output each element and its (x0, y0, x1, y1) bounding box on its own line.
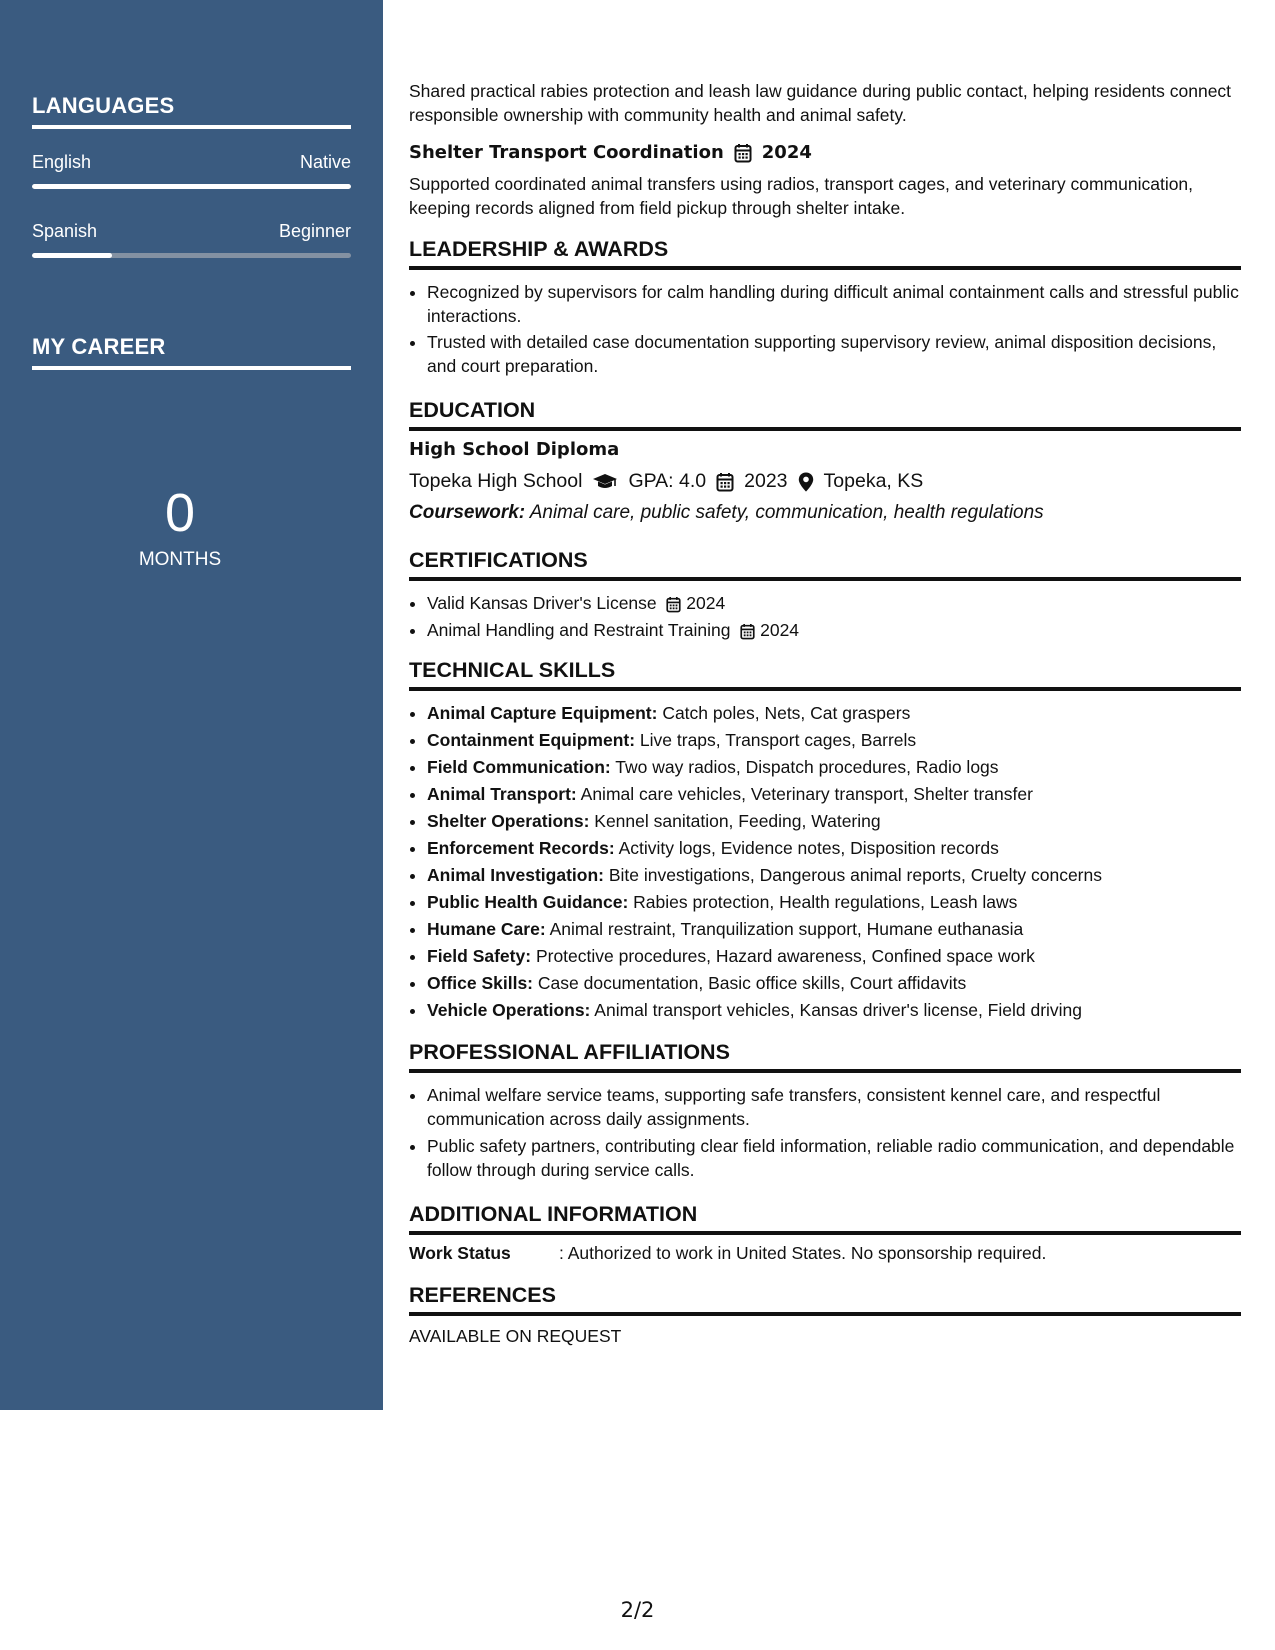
languages-heading: LANGUAGES (32, 93, 351, 129)
skill-label: Vehicle Operations: (427, 1000, 591, 1020)
certifications-list (409, 590, 1247, 644)
skill-label: Office Skills: (427, 973, 534, 993)
calendar-icon (716, 472, 734, 492)
list-item (427, 943, 1247, 970)
graduation-year: 2023 (744, 470, 788, 492)
skill-label: Shelter Operations: (427, 811, 590, 831)
skill-label: Containment Equipment: (427, 730, 636, 750)
sidebar (0, 0, 383, 1410)
language-fill (32, 184, 351, 189)
calendar-icon (666, 596, 681, 613)
skill-value: Catch poles, Nets, Cat graspers (662, 703, 911, 723)
skill-value: Animal restraint, Tranquilization support, Humane euthanasia (549, 919, 1024, 939)
language-fill (32, 253, 112, 258)
career-unit: MONTHS (138, 549, 222, 570)
certification-name: Animal Handling and Restraint Training (427, 620, 731, 640)
skills-list (409, 700, 1247, 1024)
coursework-label: Coursework: (409, 502, 526, 523)
skill-value: Bite investigations, Dangerous animal reports, Cruelty concerns (608, 865, 1102, 885)
list-item (427, 808, 1247, 835)
experience-intro: Shared practical rabies protection and leash law guidance during public contact, helping residents connect responsible ownership with community health and animal safety. (409, 81, 1232, 125)
skill-value: Rabies protection, Health regulations, Leash laws (633, 892, 1018, 912)
education-details (409, 470, 923, 493)
skill-value: Two way radios, Dispatch procedures, Radio logs (615, 757, 999, 777)
technical-skills-heading: TECHNICAL SKILLS (409, 658, 1241, 691)
skill-label: Enforcement Records: (427, 838, 615, 858)
skill-label: Field Safety: (427, 946, 532, 966)
skill-value: Activity logs, Evidence notes, Disposition records (618, 838, 999, 858)
gpa: GPA: 4.0 (628, 470, 707, 492)
list-item (427, 970, 1247, 997)
school-name: Topeka High School (409, 470, 583, 492)
language-level: Beginner (278, 221, 351, 241)
calendar-icon (734, 143, 752, 163)
list-item (427, 727, 1247, 754)
skill-label: Humane Care: (427, 919, 546, 939)
skill-label: Animal Investigation: (427, 865, 604, 885)
project-heading (409, 142, 812, 163)
degree-title (409, 439, 619, 460)
list-item: • Animal welfare service teams, supporting safe transfers, consistent kennel care, and respectful communication across daily assignments. (427, 1083, 1247, 1131)
certification-name: Valid Kansas Driver's License (427, 593, 657, 613)
references-text: AVAILABLE ON REQUEST (409, 1326, 622, 1346)
references-heading: REFERENCES (409, 1283, 1241, 1316)
graduation-cap-icon (592, 473, 618, 491)
skill-value: Live traps, Transport cages, Barrels (639, 730, 917, 750)
language-name: English (32, 152, 92, 172)
list-item (427, 889, 1247, 916)
language-row-spanish (32, 221, 351, 242)
certification-year: 2024 (686, 593, 726, 613)
certification-year: 2024 (760, 620, 800, 640)
language-level: Native (299, 152, 351, 172)
language-row-english (32, 152, 351, 173)
skill-value: Kennel sanitation, Feeding, Watering (594, 811, 881, 831)
skill-value: Animal transport vehicles, Kansas driver's license, Field driving (594, 1000, 1083, 1020)
degree-name: High School Diploma (409, 439, 620, 460)
list-item (427, 754, 1247, 781)
work-status-value: : Authorized to work in United States. No sponsorship required. (559, 1243, 1047, 1263)
career-value: 0 (164, 483, 196, 543)
skill-value: Case documentation, Basic office skills, Court affidavits (537, 973, 967, 993)
leadership-heading: LEADERSHIP & AWARDS (409, 237, 1241, 270)
leadership-list (409, 280, 1247, 378)
coursework-value: Animal care, public safety, communication, health regulations (529, 502, 1044, 523)
skill-value: Protective procedures, Hazard awareness, Confined space work (535, 946, 1035, 966)
career-heading: MY CAREER (32, 334, 351, 370)
list-item (427, 617, 1247, 644)
school-location: Topeka, KS (823, 470, 924, 492)
list-item (427, 590, 1247, 617)
skill-value: Animal care vehicles, Veterinary transport, Shelter transfer (580, 784, 1033, 804)
skill-label: Public Health Guidance: (427, 892, 629, 912)
skill-label: Field Communication: (427, 757, 611, 777)
affiliations-list (409, 1083, 1247, 1182)
list-item (427, 997, 1247, 1024)
list-item: • Trusted with detailed case documentation supporting supervisory review, animal disposition decisions, and court preparation. (427, 330, 1247, 378)
work-status-row (409, 1243, 1046, 1264)
work-status-label: Work Status (409, 1243, 511, 1263)
page-number: 2/2 (620, 1598, 655, 1622)
affiliations-heading: PROFESSIONAL AFFILIATIONS (409, 1040, 1241, 1073)
list-item (427, 781, 1247, 808)
language-name: Spanish (32, 221, 98, 241)
language-bar-spanish (32, 253, 351, 258)
list-item (427, 835, 1247, 862)
additional-info-heading: ADDITIONAL INFORMATION (409, 1202, 1241, 1235)
location-pin-icon (798, 472, 814, 492)
project-year: 2024 (761, 142, 812, 163)
calendar-icon (740, 623, 755, 640)
list-item: • Recognized by supervisors for calm handling during difficult animal containment calls and stressful public interactions. (427, 280, 1247, 328)
list-item: • Public safety partners, contributing clear field information, reliable radio communication, and dependable follow through during service calls. (427, 1134, 1247, 1182)
list-item (427, 700, 1247, 727)
education-heading: EDUCATION (409, 398, 1241, 431)
skill-label: Animal Capture Equipment: (427, 703, 658, 723)
certifications-heading: CERTIFICATIONS (409, 548, 1241, 581)
list-item (427, 862, 1247, 889)
skill-label: Animal Transport: (427, 784, 577, 804)
project-description: Supported coordinated animal transfers using radios, transport cages, and veterinary communication, keeping records aligned from field pickup through shelter intake. (409, 174, 1194, 218)
coursework (409, 502, 1044, 524)
project-title: Shelter Transport Coordination (409, 142, 724, 163)
list-item (427, 916, 1247, 943)
language-bar-english (32, 184, 351, 189)
